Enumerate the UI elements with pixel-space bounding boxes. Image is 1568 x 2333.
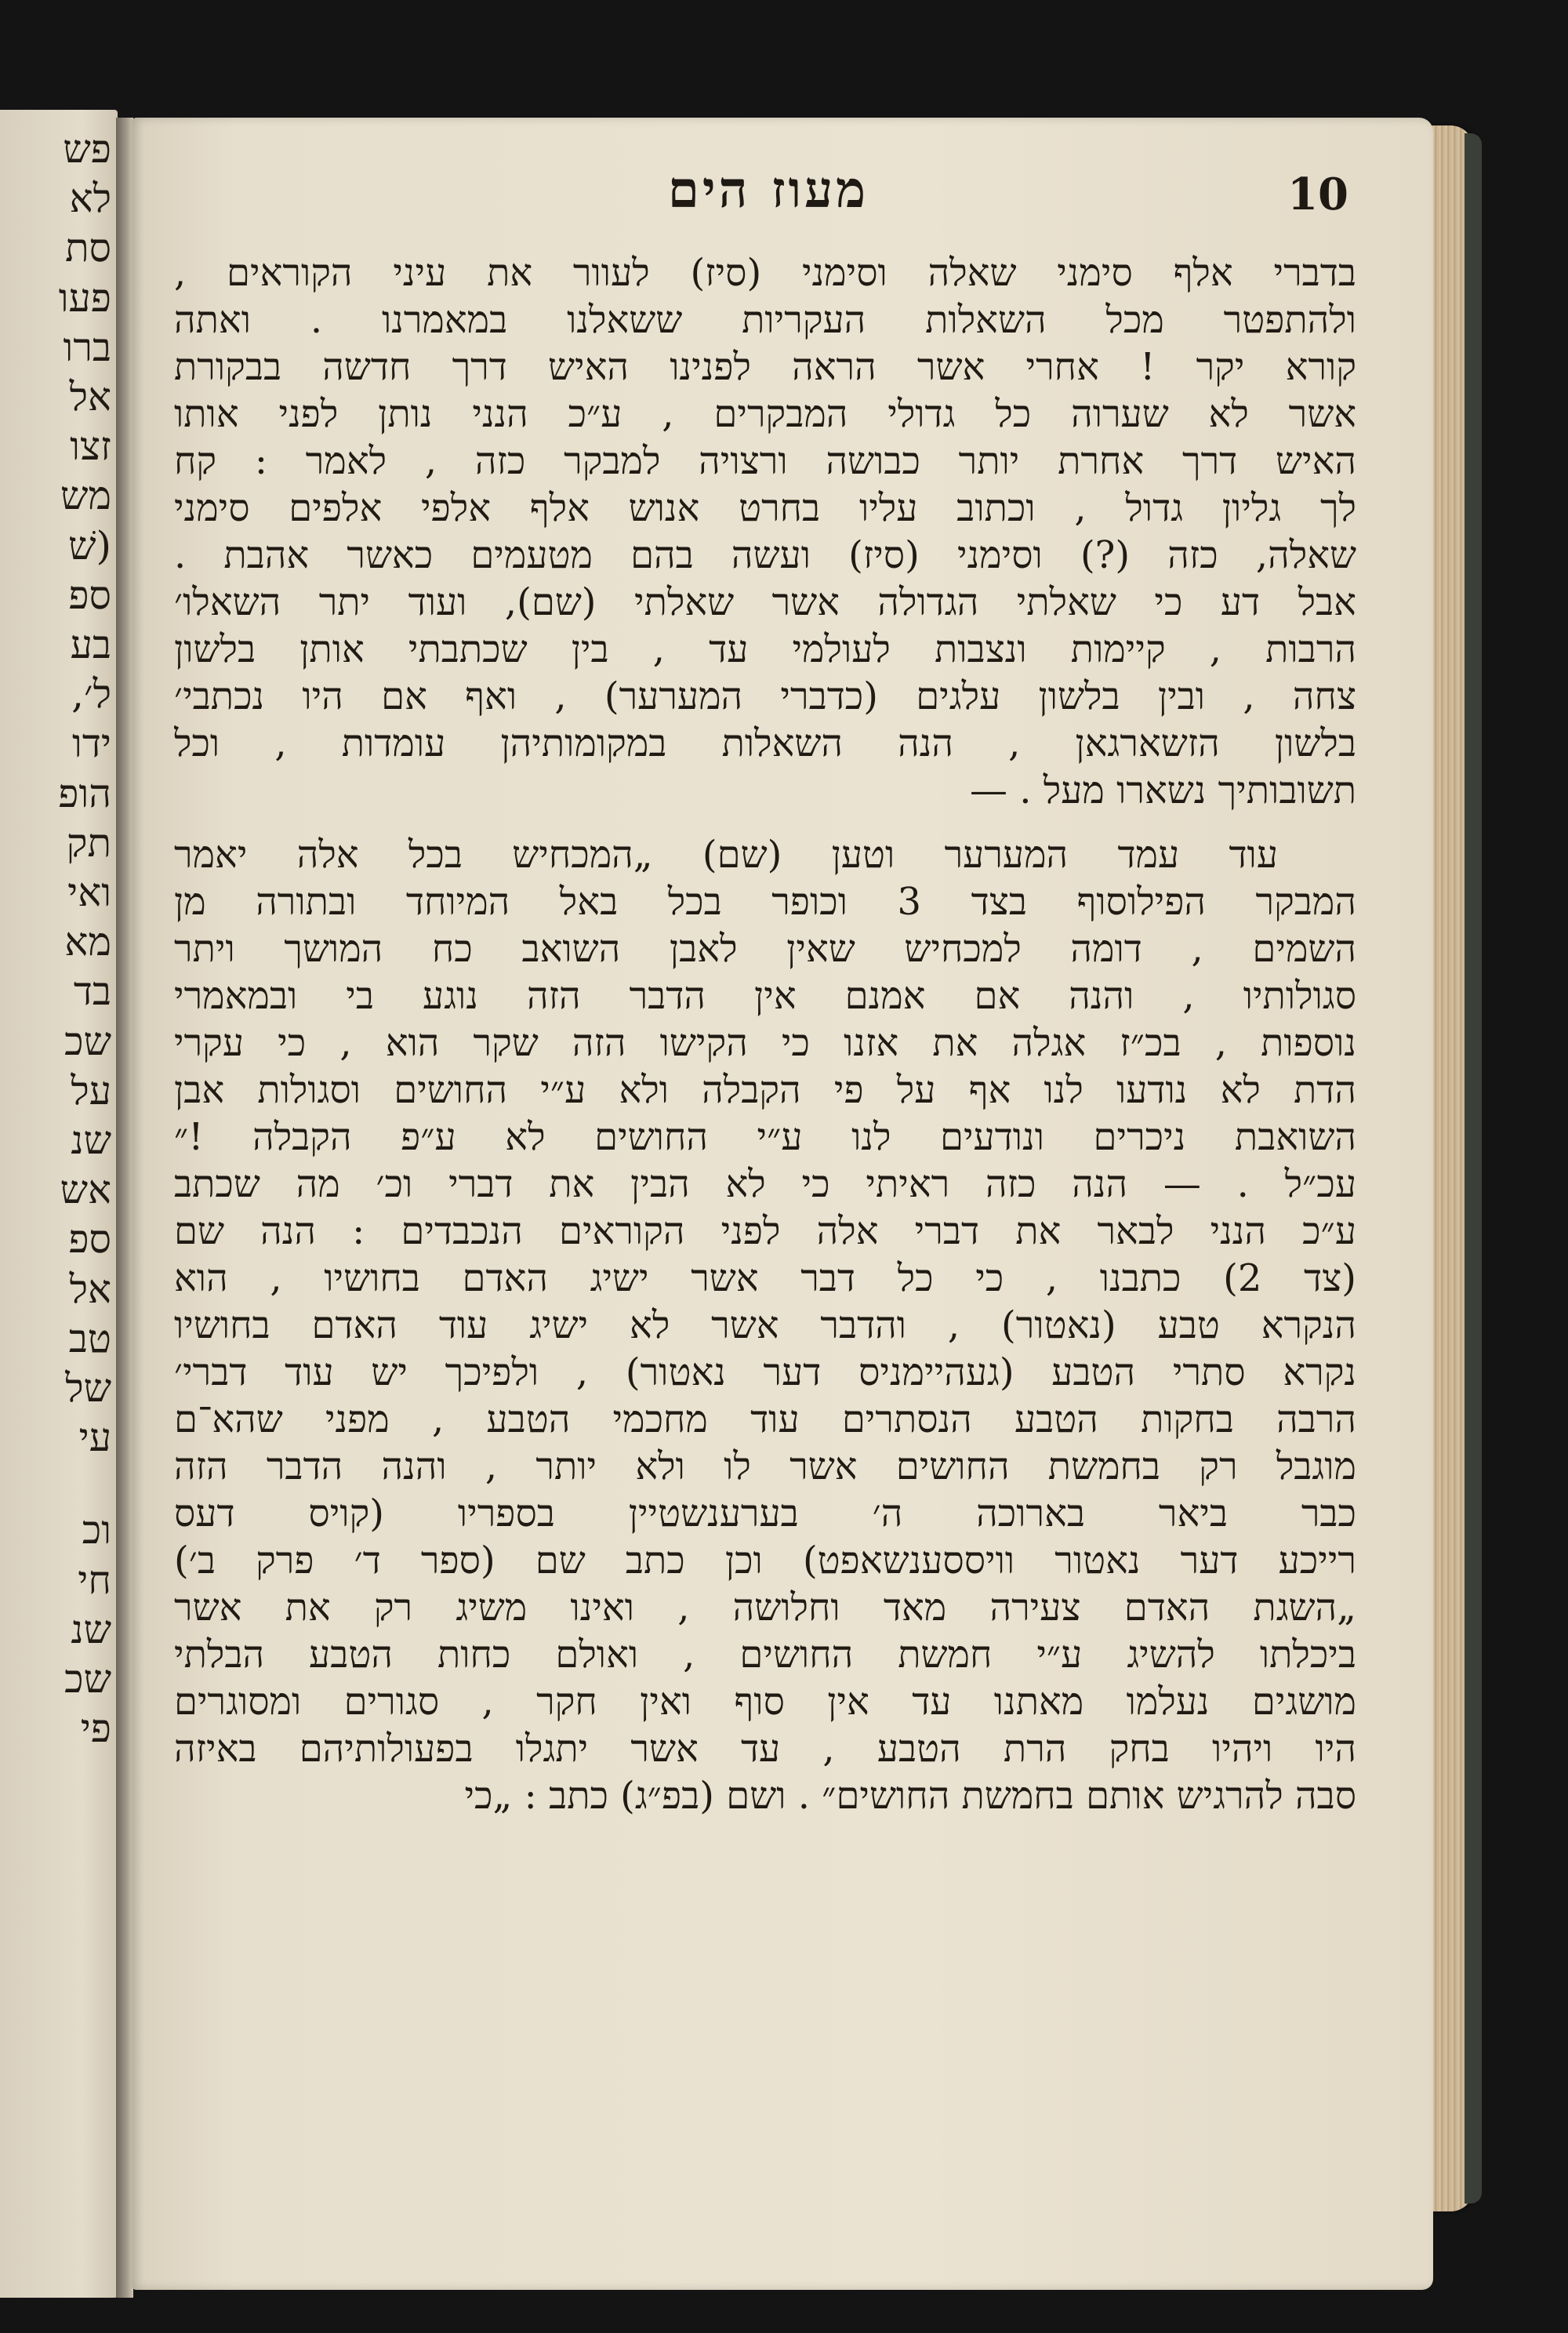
text-line: ביכלתו להשיג ע״י חמשת החושים , ואולם כחות הטבע הבלתי — [174, 1633, 1356, 1677]
text-line: נקרא סתרי הטבע (געהיימניס דער נאטור) , ולפיכך יש עוד דברי׳ — [174, 1350, 1356, 1394]
text-line: עכ״ל . — הנה כזה ראיתי כי לא הבין את דברי וכ׳ מה שכתב — [174, 1162, 1356, 1206]
text-line: כבר ביאר בארוכה ה׳ בערענשטיין בספריו (קויס דעס — [174, 1492, 1356, 1535]
text-line: הרבה בחקות הטבע הנסתרים עוד מחכמי הטבע , מפני שהא־ם — [174, 1397, 1356, 1441]
previous-page-line-fragment: של — [65, 1365, 111, 1411]
text-line: תשובותיך נשארו מעל . — — [969, 769, 1356, 812]
previous-page-line-fragment: ברו — [63, 324, 111, 370]
text-line: לך גליון גדול , וכתוב עליו בחרט אנוש אלף אלפי אלפים סימני — [174, 486, 1356, 530]
previous-page-line-fragment: אל — [69, 374, 111, 420]
text-line: הדת לא נודעו לנו אף על פי הקבלה ולא ע״י החושים וסגולות אבן — [174, 1068, 1356, 1112]
previous-page-line-fragment: מש — [60, 473, 111, 519]
text-line: היו ויהיו בחק הרת הטבע , עד אשר יתגלו בפעולותיהם באיזה — [174, 1727, 1356, 1771]
previous-page-line-fragment: הופ — [58, 770, 111, 816]
paragraph — [174, 831, 1356, 1819]
text-line: צחה , ובין בלשון עלגים (כדברי המערער) , ואף אם היו נכתבי׳ — [174, 674, 1356, 718]
text-line: מוגבל רק בחמשת החושים אשר לו ולא יותר , והנה הדבר הזה — [174, 1444, 1356, 1488]
book-cover-edge — [1465, 133, 1482, 2204]
text-line: השואבת ניכרים ונודעים לנו ע״י החושים לא ע״פ הקבלה !״ — [174, 1115, 1356, 1159]
previous-page-line-fragment: שנ — [71, 1117, 111, 1163]
previous-page-line-fragment: ספ — [68, 1216, 111, 1263]
previous-page-line-fragment: ידו — [72, 721, 111, 767]
text-line: מושגים נעלמו מאתנו עד אין סוף ואין חקר , סגורים ומסוגרים — [174, 1680, 1356, 1724]
previous-page-line-fragment: שכ — [64, 1018, 111, 1064]
text-line: אשר לא שערוה כל גדולי המבקרים , ע״כ הנני נותן לפני אותו — [174, 392, 1356, 436]
text-line: הרבות , קיימות ונצבות לעולמי עד , בין שכתבתי אותן בלשון — [174, 627, 1356, 671]
book-gutter — [116, 118, 133, 2298]
text-line: השמים , דומה למכחיש שאין לאבן השואב כח המושך ויתר — [174, 927, 1356, 971]
text-line: קורא יקר ! אחרי אשר הראה לפנינו האיש דרך חדשה בבקורת — [174, 345, 1356, 389]
page-header — [235, 161, 1348, 231]
page-number: 10 — [1287, 169, 1348, 220]
text-line: עוד עמד המערער וטען (שם) „המכחיש בכל אלה יאמר — [174, 833, 1278, 877]
previous-page-line-fragment: אל — [69, 1266, 111, 1312]
text-line: המבקר הפילוסוף בצד 3 וכופר בכל באל המיוחד ובתורה מן — [174, 880, 1356, 924]
page-body — [174, 249, 1356, 1819]
previous-page-line-fragment: (שׁ — [68, 522, 111, 569]
text-line: ע״כ הנני לבאר את דברי אלה לפני הקוראים הנכבדים : הנה שם — [174, 1209, 1356, 1253]
previous-page-line-fragment: ל׳, — [71, 671, 111, 718]
text-line: (צד 2) כתבנו , כי כל דבר אשר ישיג האדם בחושיו , הוא — [174, 1256, 1356, 1300]
text-line: סבה להרגיש אותם בחמשת החושים״ . ושם (בפ״ג) כתב : „כי — [464, 1774, 1356, 1818]
previous-page-line-fragment: פעו — [58, 274, 111, 321]
previous-page-line-fragment: טב — [68, 1315, 111, 1361]
paragraph-gap — [174, 814, 1356, 831]
previous-page-line-fragment: שנ — [71, 1606, 111, 1652]
text-line: שאלה, כזה (?) וסימני (סיז) ועשה בהם מטעמים כאשר אהבת . — [174, 533, 1356, 577]
text-line: סגולותיו , והנה אם אמנם אין הדבר הזה נוגע בי ובמאמרי — [174, 974, 1356, 1018]
previous-page-line-fragment: בע — [70, 622, 111, 667]
previous-page-line-fragment: עי — [78, 1415, 111, 1461]
previous-page-line-fragment: על — [71, 1067, 111, 1114]
previous-page-line-fragment: מא — [64, 919, 111, 965]
previous-page-line-fragment: סת — [65, 225, 111, 271]
previous-page-line-fragment: אש — [60, 1167, 111, 1213]
text-line: „השגת האדם צעירה מאד וחלושה , ואינו משיג רק את אשר — [174, 1586, 1356, 1630]
text-line: ולהתפטר מכל השאלות העקריות ששאלנו במאמרנו . ואתה — [174, 298, 1356, 342]
previous-page-edge — [0, 110, 118, 2298]
previous-page-line-fragment: בד — [73, 968, 111, 1015]
previous-page-line-fragment: פי — [80, 1706, 111, 1752]
previous-page-line-fragment: לא — [69, 176, 111, 222]
previous-page-line-fragment: וכ — [82, 1507, 111, 1554]
paragraph — [174, 249, 1356, 814]
running-title: מעוז הים — [667, 161, 869, 220]
text-line: הנקרא טבע (נאטור) , והדבר אשר לא ישיג עוד האדם בחושיו — [174, 1303, 1356, 1347]
previous-page-line-fragment: ספ — [68, 572, 111, 618]
text-line: אבל דע כי שאלתי הגדולה אשר שאלתי (שם), ועוד יתר השאלו׳ — [174, 580, 1356, 624]
text-line: בדברי אלף סימני שאלה וסימני (סיז) לעוור את עיני הקוראים , — [174, 251, 1356, 295]
text-line: בלשון הזשארגאן , הנה השאלות במקומותיהן עומדות , וכל — [174, 721, 1356, 765]
previous-page-line-fragment: ואי — [67, 870, 111, 915]
previous-page-line-fragment: חי — [78, 1557, 111, 1603]
previous-page-line-fragment: שכ — [64, 1656, 111, 1702]
previous-page-line-fragment: תק — [66, 819, 111, 866]
text-line: נוספות , בכ״ז אגלה את אזנו כי הקישו הזה שקר הוא , כי עקרי — [174, 1021, 1356, 1065]
text-line: האיש דרך אחרת יותר כבושה ורצויה למבקר כזה , לאמר : קח — [174, 439, 1356, 483]
previous-page-line-fragment: פש — [63, 126, 111, 172]
text-line: רייכע דער נאטור וויססענשאפט) וכן כתב שם (ספר ד׳ פרק ב׳) — [174, 1539, 1356, 1583]
previous-page-line-fragment: זצו — [70, 423, 111, 470]
